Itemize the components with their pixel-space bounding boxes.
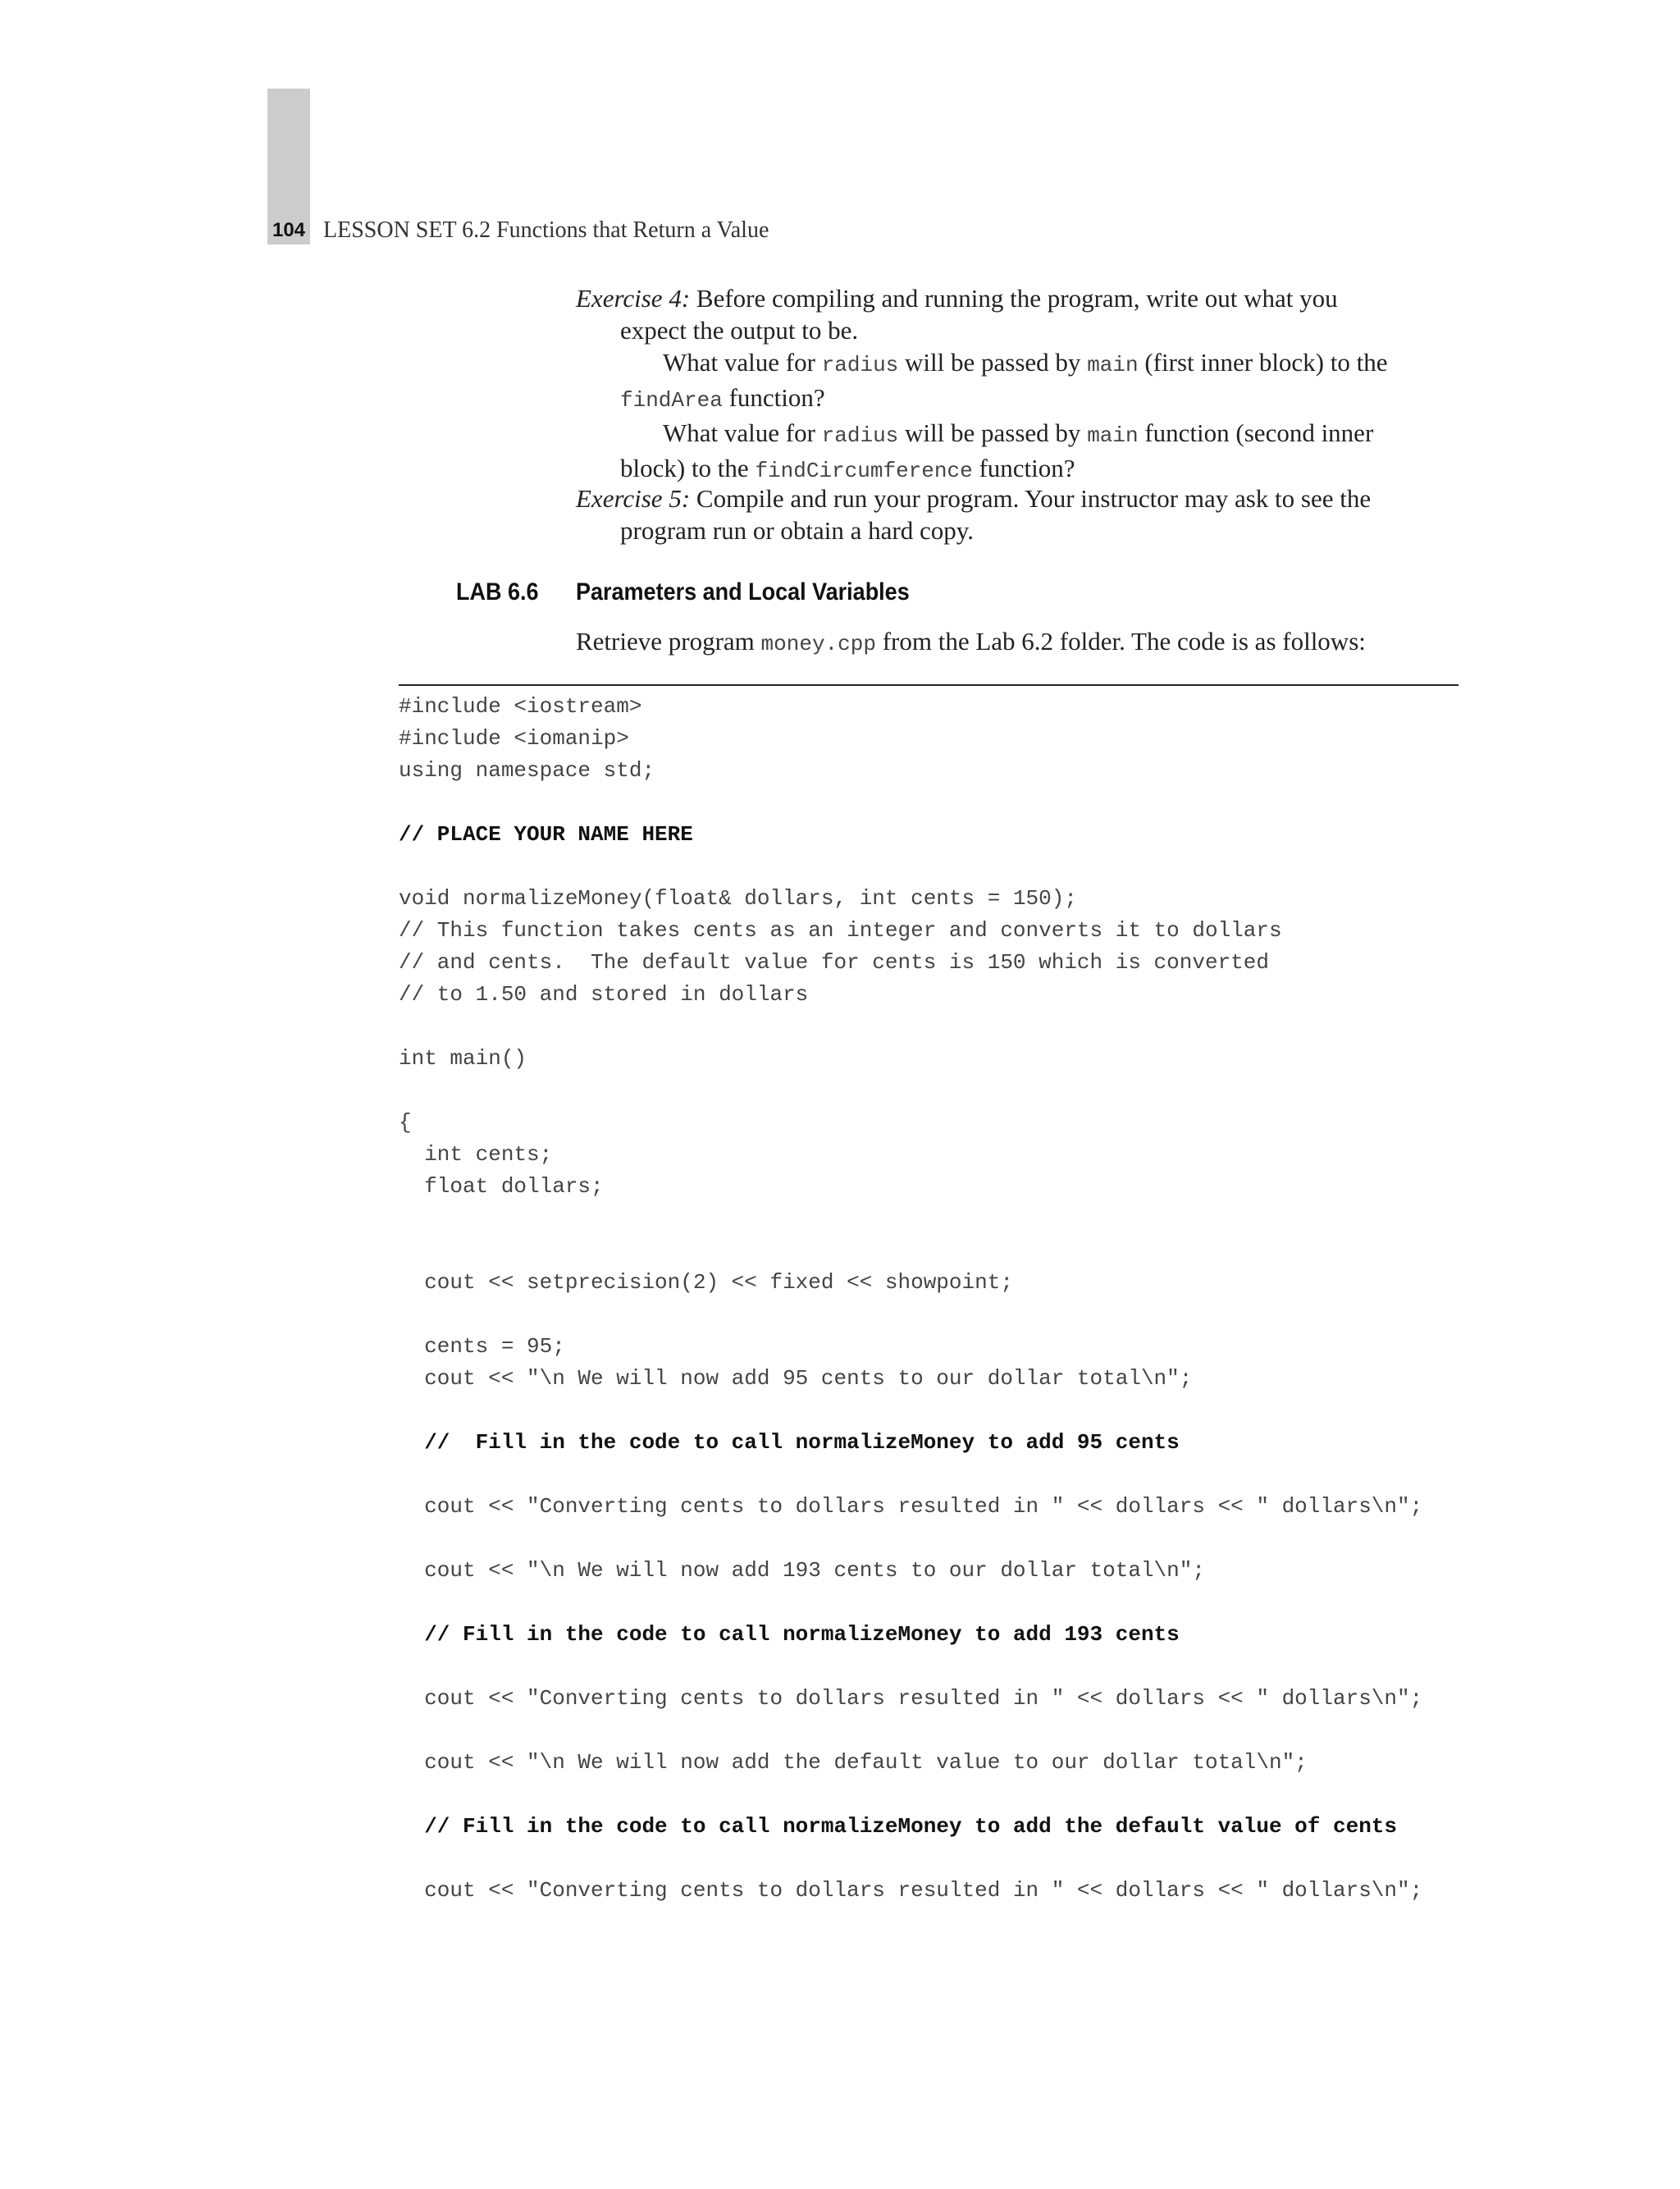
question-2-text: function? <box>979 454 1075 482</box>
code-line: cents = 95; <box>399 1334 565 1359</box>
question-2-text: will be passed by <box>905 418 1081 447</box>
code-line: // Fill in the code to call normalizeMoney to add the default value of cents <box>399 1814 1397 1839</box>
code-line <box>399 1779 1422 1811</box>
code-line <box>399 1587 1422 1619</box>
code-line: int cents; <box>399 1142 553 1167</box>
code-line <box>399 1235 1422 1267</box>
exercise-4-text-cont: expect the output to be. <box>620 316 859 345</box>
question-1-text: will be passed by <box>905 348 1081 377</box>
code-line: using namespace std; <box>399 758 655 783</box>
code-line <box>399 1715 1422 1747</box>
code-line <box>399 1459 1422 1491</box>
code-line: // This function takes cents as an integer and converts it to dollars <box>399 918 1282 943</box>
code-line <box>399 1075 1422 1107</box>
question-2-text: What value for <box>663 418 815 447</box>
code-line: cout << "Converting cents to dollars resulted in " << dollars << " dollars\n"; <box>399 1878 1423 1903</box>
code-main: main <box>1087 353 1139 377</box>
code-line: // PLACE YOUR NAME HERE <box>399 822 693 847</box>
exercise-5-text-cont: program run or obtain a hard copy. <box>620 516 974 545</box>
exercise-4-label: Exercise 4: <box>576 284 691 313</box>
code-divider-rule <box>399 684 1459 686</box>
code-line <box>399 1011 1422 1043</box>
code-line: float dollars; <box>399 1174 604 1199</box>
code-line <box>399 1395 1422 1427</box>
code-line: cout << "\n We will now add 95 cents to our dollar total\n"; <box>399 1366 1193 1391</box>
code-line: // and cents. The default value for cents is 150 which is converted <box>399 950 1269 975</box>
lab-title: Parameters and Local Variables <box>576 578 910 606</box>
code-radius: radius <box>821 353 899 377</box>
code-line: cout << "\n We will now add the default value to our dollar total\n"; <box>399 1750 1308 1775</box>
exercise-5-label: Exercise 5: <box>576 484 691 513</box>
code-line: // Fill in the code to call normalizeMoney to add 95 cents <box>399 1430 1180 1455</box>
page-number: 104 <box>272 219 306 241</box>
code-line: void normalizeMoney(float& dollars, int cents = 150); <box>399 886 1077 911</box>
code-line <box>399 1523 1422 1555</box>
code-line: int main() <box>399 1046 527 1071</box>
code-main: main <box>1087 423 1139 448</box>
lab-intro-text: from the Lab 6.2 folder. The code is as follows: <box>882 627 1366 656</box>
question-1-text: function? <box>728 383 825 412</box>
code-line: cout << "\n We will now add 193 cents to our dollar total\n"; <box>399 1558 1205 1583</box>
code-line: cout << setprecision(2) << fixed << showpoint; <box>399 1270 1013 1295</box>
code-listing <box>399 691 1422 1907</box>
running-head: LESSON SET 6.2 Functions that Return a Value <box>323 217 769 243</box>
code-line <box>399 1203 1422 1235</box>
code-line: { <box>399 1110 412 1135</box>
code-findCircumference: findCircumference <box>755 459 973 483</box>
lab-number: LAB 6.6 <box>456 578 539 606</box>
exercise-5-text: Compile and run your program. Your instructor may ask to see the <box>696 484 1372 513</box>
code-line: cout << "Converting cents to dollars resulted in " << dollars << " dollars\n"; <box>399 1686 1423 1711</box>
lab-intro <box>576 625 1452 660</box>
question-1-text: (first inner block) to the <box>1144 348 1388 377</box>
code-line: cout << "Converting cents to dollars resulted in " << dollars << " dollars\n"; <box>399 1494 1423 1519</box>
code-line <box>399 787 1422 819</box>
code-findArea: findArea <box>620 388 723 413</box>
question-2-text: function (second inner <box>1144 418 1374 447</box>
lab-intro-text: Retrieve program <box>576 627 755 656</box>
code-radius: radius <box>821 423 899 448</box>
exercise-5 <box>576 482 1452 546</box>
code-line <box>399 1299 1422 1331</box>
question-2-text: block) to the <box>620 454 749 482</box>
exercise-4-text: Before compiling and running the program, write out what you <box>696 284 1338 313</box>
code-line: // to 1.50 and stored in dollars <box>399 982 809 1007</box>
code-filename: money.cpp <box>760 632 876 656</box>
code-line: #include <iomanip> <box>399 726 629 751</box>
code-line: #include <iostream> <box>399 694 642 719</box>
exercise-4 <box>576 282 1452 487</box>
question-1-text: What value for <box>663 348 815 377</box>
code-line <box>399 851 1422 883</box>
code-line: // Fill in the code to call normalizeMoney to add 193 cents <box>399 1622 1180 1647</box>
code-line <box>399 1651 1422 1683</box>
code-line <box>399 1843 1422 1875</box>
